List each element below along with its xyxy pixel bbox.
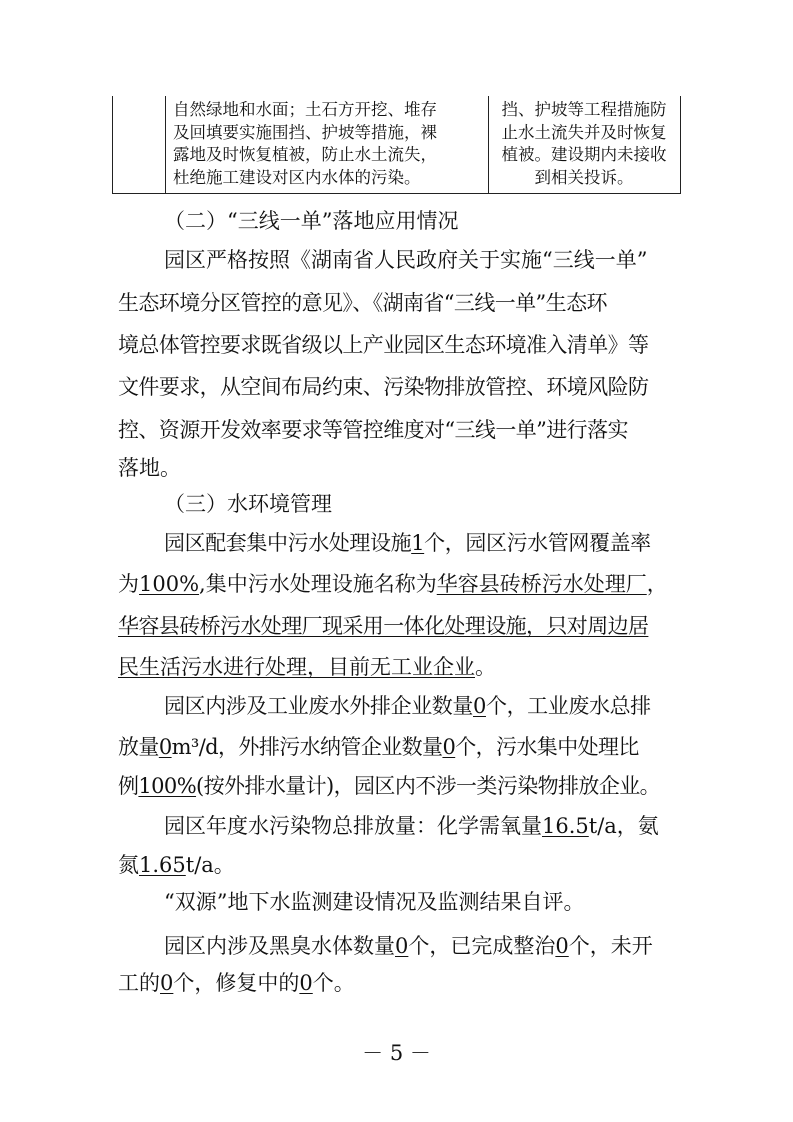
paragraph-line: 民生活污水进行处理，目前无工业企业。 bbox=[118, 655, 496, 679]
paragraph-line: 园区内涉及黑臭水体数量0个，已完成整治0个，未开 bbox=[164, 934, 653, 958]
in-repair-count: 0 bbox=[299, 971, 313, 995]
section-heading-three-lines-one-list: （二）“三线一单”落地应用情况 bbox=[164, 209, 459, 233]
coverage-rate: 100% bbox=[139, 572, 200, 596]
wastewater-enterprises: 0 bbox=[473, 694, 486, 718]
treatment-ratio: 100% bbox=[138, 774, 197, 798]
cod-value: 16.5 bbox=[542, 814, 589, 838]
paragraph-line: “双源”地下水监测建设情况及监测结果自评。 bbox=[164, 890, 585, 914]
paragraph-line: 园区内涉及工业废水外排企业数量0个，工业废水总排 bbox=[164, 694, 651, 718]
paragraph-line: 园区严格按照《湖南省人民政府关于实施“三线一单” bbox=[164, 248, 648, 272]
cell-line: 自然绿地和水面；土石方开挖、堆存 bbox=[173, 100, 437, 119]
black-odor-total: 0 bbox=[395, 934, 409, 958]
plant-name: 华容县砖桥污水处理厂 bbox=[436, 572, 647, 596]
cell-line: 杜绝施工建设对区内水体的污染。 bbox=[173, 167, 421, 187]
piped-enterprises: 0 bbox=[442, 735, 456, 759]
ammonia-value: 1.65 bbox=[139, 853, 186, 877]
paragraph-line: 放量0m³/d，外排污水纳管企业数量0个，污水集中处理比 bbox=[118, 735, 639, 759]
paragraph-line: 落地。 bbox=[118, 456, 181, 480]
table-fragment bbox=[112, 96, 681, 194]
paragraph-line: 为100%,集中污水处理设施名称为华容县砖桥污水处理厂， bbox=[118, 572, 668, 596]
paragraph-line: 生态环境分区管控的意见》、《湖南省“三线一单”生态环 bbox=[118, 291, 607, 315]
cell-line: 露地及时恢复植被，防止水土流失， bbox=[173, 145, 437, 164]
cell-line: 及回填要实施围挡、护坡等措施，裸 bbox=[173, 122, 437, 142]
cell-line: 到相关投诉。 bbox=[534, 167, 634, 187]
paragraph-line: 氮1.65t/a。 bbox=[118, 853, 235, 877]
cell-line: 植被。建设期内未接收 bbox=[501, 145, 667, 164]
rectified-count: 0 bbox=[555, 934, 569, 958]
not-started-count: 0 bbox=[160, 971, 174, 995]
table-cell-status bbox=[491, 99, 677, 189]
paragraph-line: 境总体管控要求既省级以上产业园区生态环境准入清单》等 bbox=[118, 333, 649, 357]
paragraph-line: 园区年度水污染物总排放量：化学需氧量16.5t/a，氨 bbox=[164, 814, 659, 838]
paragraph-line: 华容县砖桥污水处理厂现采用一体化处理设施，只对周边居 bbox=[118, 614, 649, 638]
table-cell-measures bbox=[173, 99, 503, 189]
paragraph-line: 工的0个，修复中的0个。 bbox=[118, 971, 355, 995]
table-divider bbox=[165, 96, 166, 193]
paragraph-line: 文件要求，从空间布局约束、污染物排放管控、环境风险防 bbox=[118, 375, 649, 399]
cell-line: 挡、护坡等工程措施防 bbox=[501, 100, 667, 119]
paragraph-line: 例100%(按外排水量计)，园区内不涉一类污染物排放企业。 bbox=[118, 774, 661, 798]
paragraph-line: 控、资源开发效率要求等管控维度对“三线一单”进行落实 bbox=[118, 418, 628, 442]
section-heading-water-management: （三）水环境管理 bbox=[164, 492, 332, 516]
wastewater-volume: 0 bbox=[158, 735, 172, 759]
cell-line: 止水土流失并及时恢复 bbox=[501, 122, 667, 142]
facility-count: 1 bbox=[411, 531, 425, 555]
paragraph-line: 园区配套集中污水处理设施1个，园区污水管网覆盖率 bbox=[164, 531, 651, 555]
page-number: － 5 － bbox=[362, 1041, 431, 1065]
